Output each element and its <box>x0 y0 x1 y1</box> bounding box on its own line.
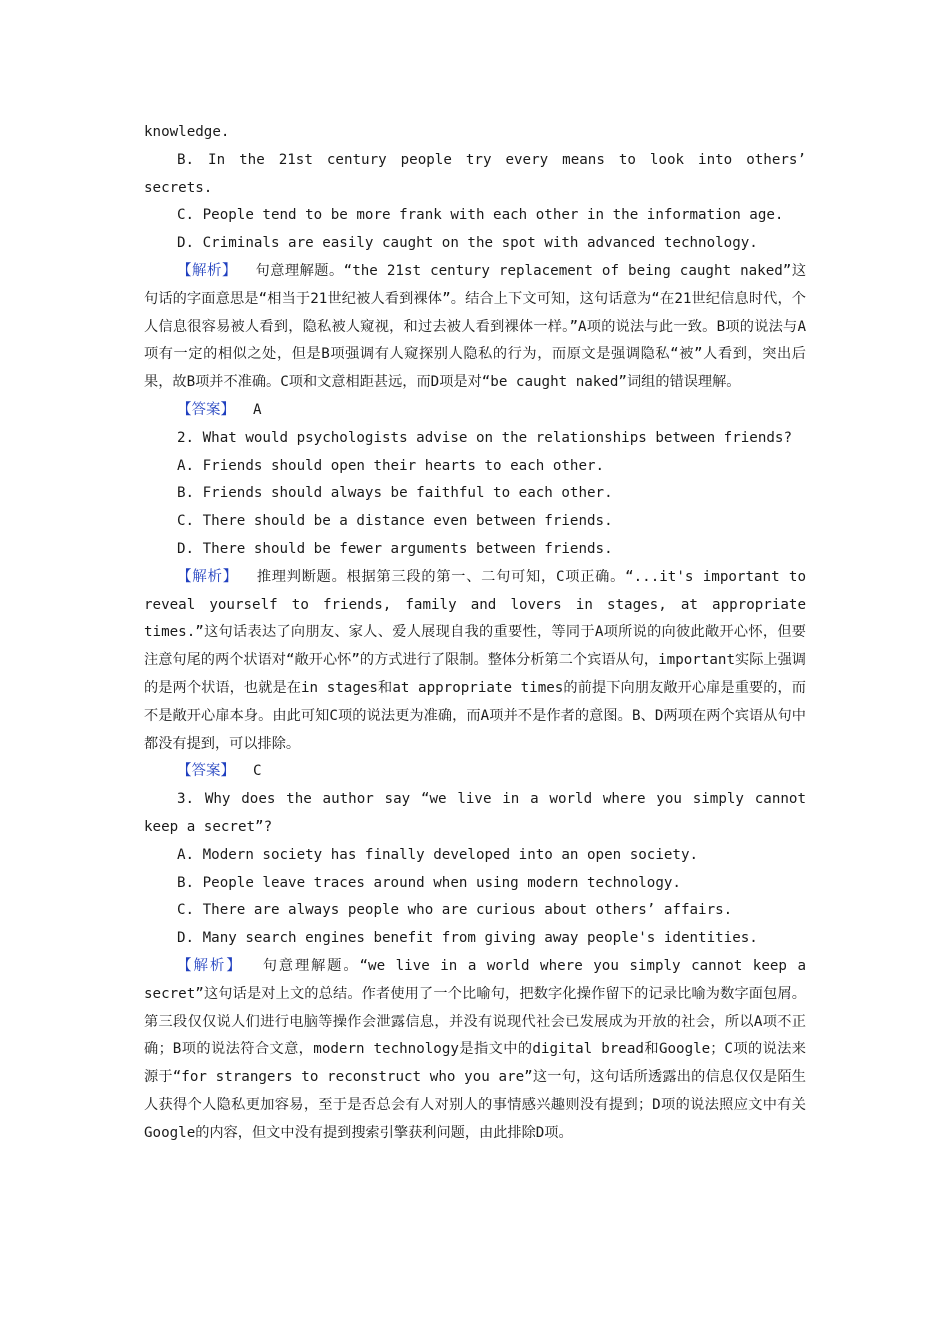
q3-analysis <box>144 953 806 1148</box>
q2-option-a: A. Friends should open their hearts to each other. <box>177 457 605 474</box>
q3-option-d: D. Many search engines benefit from giving away people's identities. <box>177 930 758 947</box>
q2-option-b: B. Friends should always be faithful to each other. <box>177 485 613 502</box>
document-page <box>144 119 806 1147</box>
q1-option-a-tail: knowledge. <box>144 124 230 140</box>
q2-analysis-text: 推理判断题。根据第三段的第一、二句可知，C项正确。“...it's important to reveal yourself to friends, family and lovers in stages, at appropriate times.”这句话表达了向朋友、家人、爱人展现自我的重要性，等同于A项所说的向彼此敞开心怀，但要注意句尾的两个状语对“敞开心怀”的方式进行了限制。整体分析第二个宾语从句，important实际上强调的是两个状语，也就是在in stages和at appropriate times的前提下向朋友敞开心扉是重要的，而不是敞开心扉本身。由此可知C项的说法更为准确，而A项并不是作者的意图。B、D两项在两个宾语从句中都没有提到，可以排除。 <box>144 568 807 752</box>
q1-option-c: C. People tend to be more frank with each other in the information age. <box>177 207 784 224</box>
q2-question: 2. What would psychologists advise on the relationships between friends? <box>177 429 792 446</box>
q1-analysis-text: 句意理解题。“the 21st century replacement of being caught naked”这句话的字面意思是“相当于21世纪被人看到裸体”。结合上下文可知，这句话意为“在21世纪信息时代，个人信息很容易被人看到，隐私被人窥视，和过去被人看到裸体一样。”A项的说法与此一致。B项的说法与A项有一定的相似之处，但是B项强调有人窥探别人隐私的行为，而原文是强调隐私“被”人看到，突出后果，故B项并不准确。C项和文意相距甚远，而D项是对“be caught naked”词组的错误理解。 <box>144 262 807 391</box>
q2-analysis-label: 【解析】 <box>177 568 239 585</box>
q1-analysis-label: 【解析】 <box>177 262 238 279</box>
q2-analysis <box>144 564 806 759</box>
q3-analysis-label: 【解析】 <box>177 957 243 974</box>
q3-question: 3. Why does the author say “we live in a world where you simply cannot keep a secret”? <box>144 791 806 835</box>
q2-answer-value: C <box>253 763 262 780</box>
q2-answer-label: 【答案】 <box>177 763 235 780</box>
q2-option-c: C. There should be a distance even between friends. <box>177 513 613 530</box>
q3-option-b: B. People leave traces around when using modern technology. <box>177 874 681 891</box>
q1-option-b: B. In the 21st century people try every means to look into others’ secrets. <box>144 151 806 196</box>
q2-option-d: D. There should be fewer arguments between friends. <box>177 540 613 557</box>
q1-answer-value: A <box>253 401 262 418</box>
q1-answer-label: 【答案】 <box>177 401 235 418</box>
q1-answer <box>144 397 806 425</box>
q3-option-c: C. There are always people who are curious about others’ affairs. <box>177 902 733 919</box>
q3-analysis-text: 句意理解题。“we live in a world where you simply cannot keep a secret”这句话是对上文的总结。作者使用了一个比喻句，把数字化操作留下的记录比喻为数字面包屑。第三段仅仅说人们进行电脑等操作会泄露信息，并没有说现代社会已发展成为开放的社会，所以A项不正确；B项的说法符合文意，modern technology是指文中的digital bread和Google；C项的说法来源于“for strangers to reconstruct who you are”这一句，这句话所透露出的信息仅仅是陌生人获得个人隐私更加容易，至于是否总会有人对别人的事情感兴趣则没有提到；D项的说法照应文中有关Google的内容，但文中没有提到搜索引擎获利问题，由此排除D项。 <box>144 957 806 1141</box>
q1-analysis <box>144 258 806 397</box>
q3-option-a: A. Modern society has finally developed into an open society. <box>177 846 699 863</box>
q2-answer <box>144 758 806 786</box>
q1-option-d: D. Criminals are easily caught on the spot with advanced technology. <box>177 235 758 252</box>
